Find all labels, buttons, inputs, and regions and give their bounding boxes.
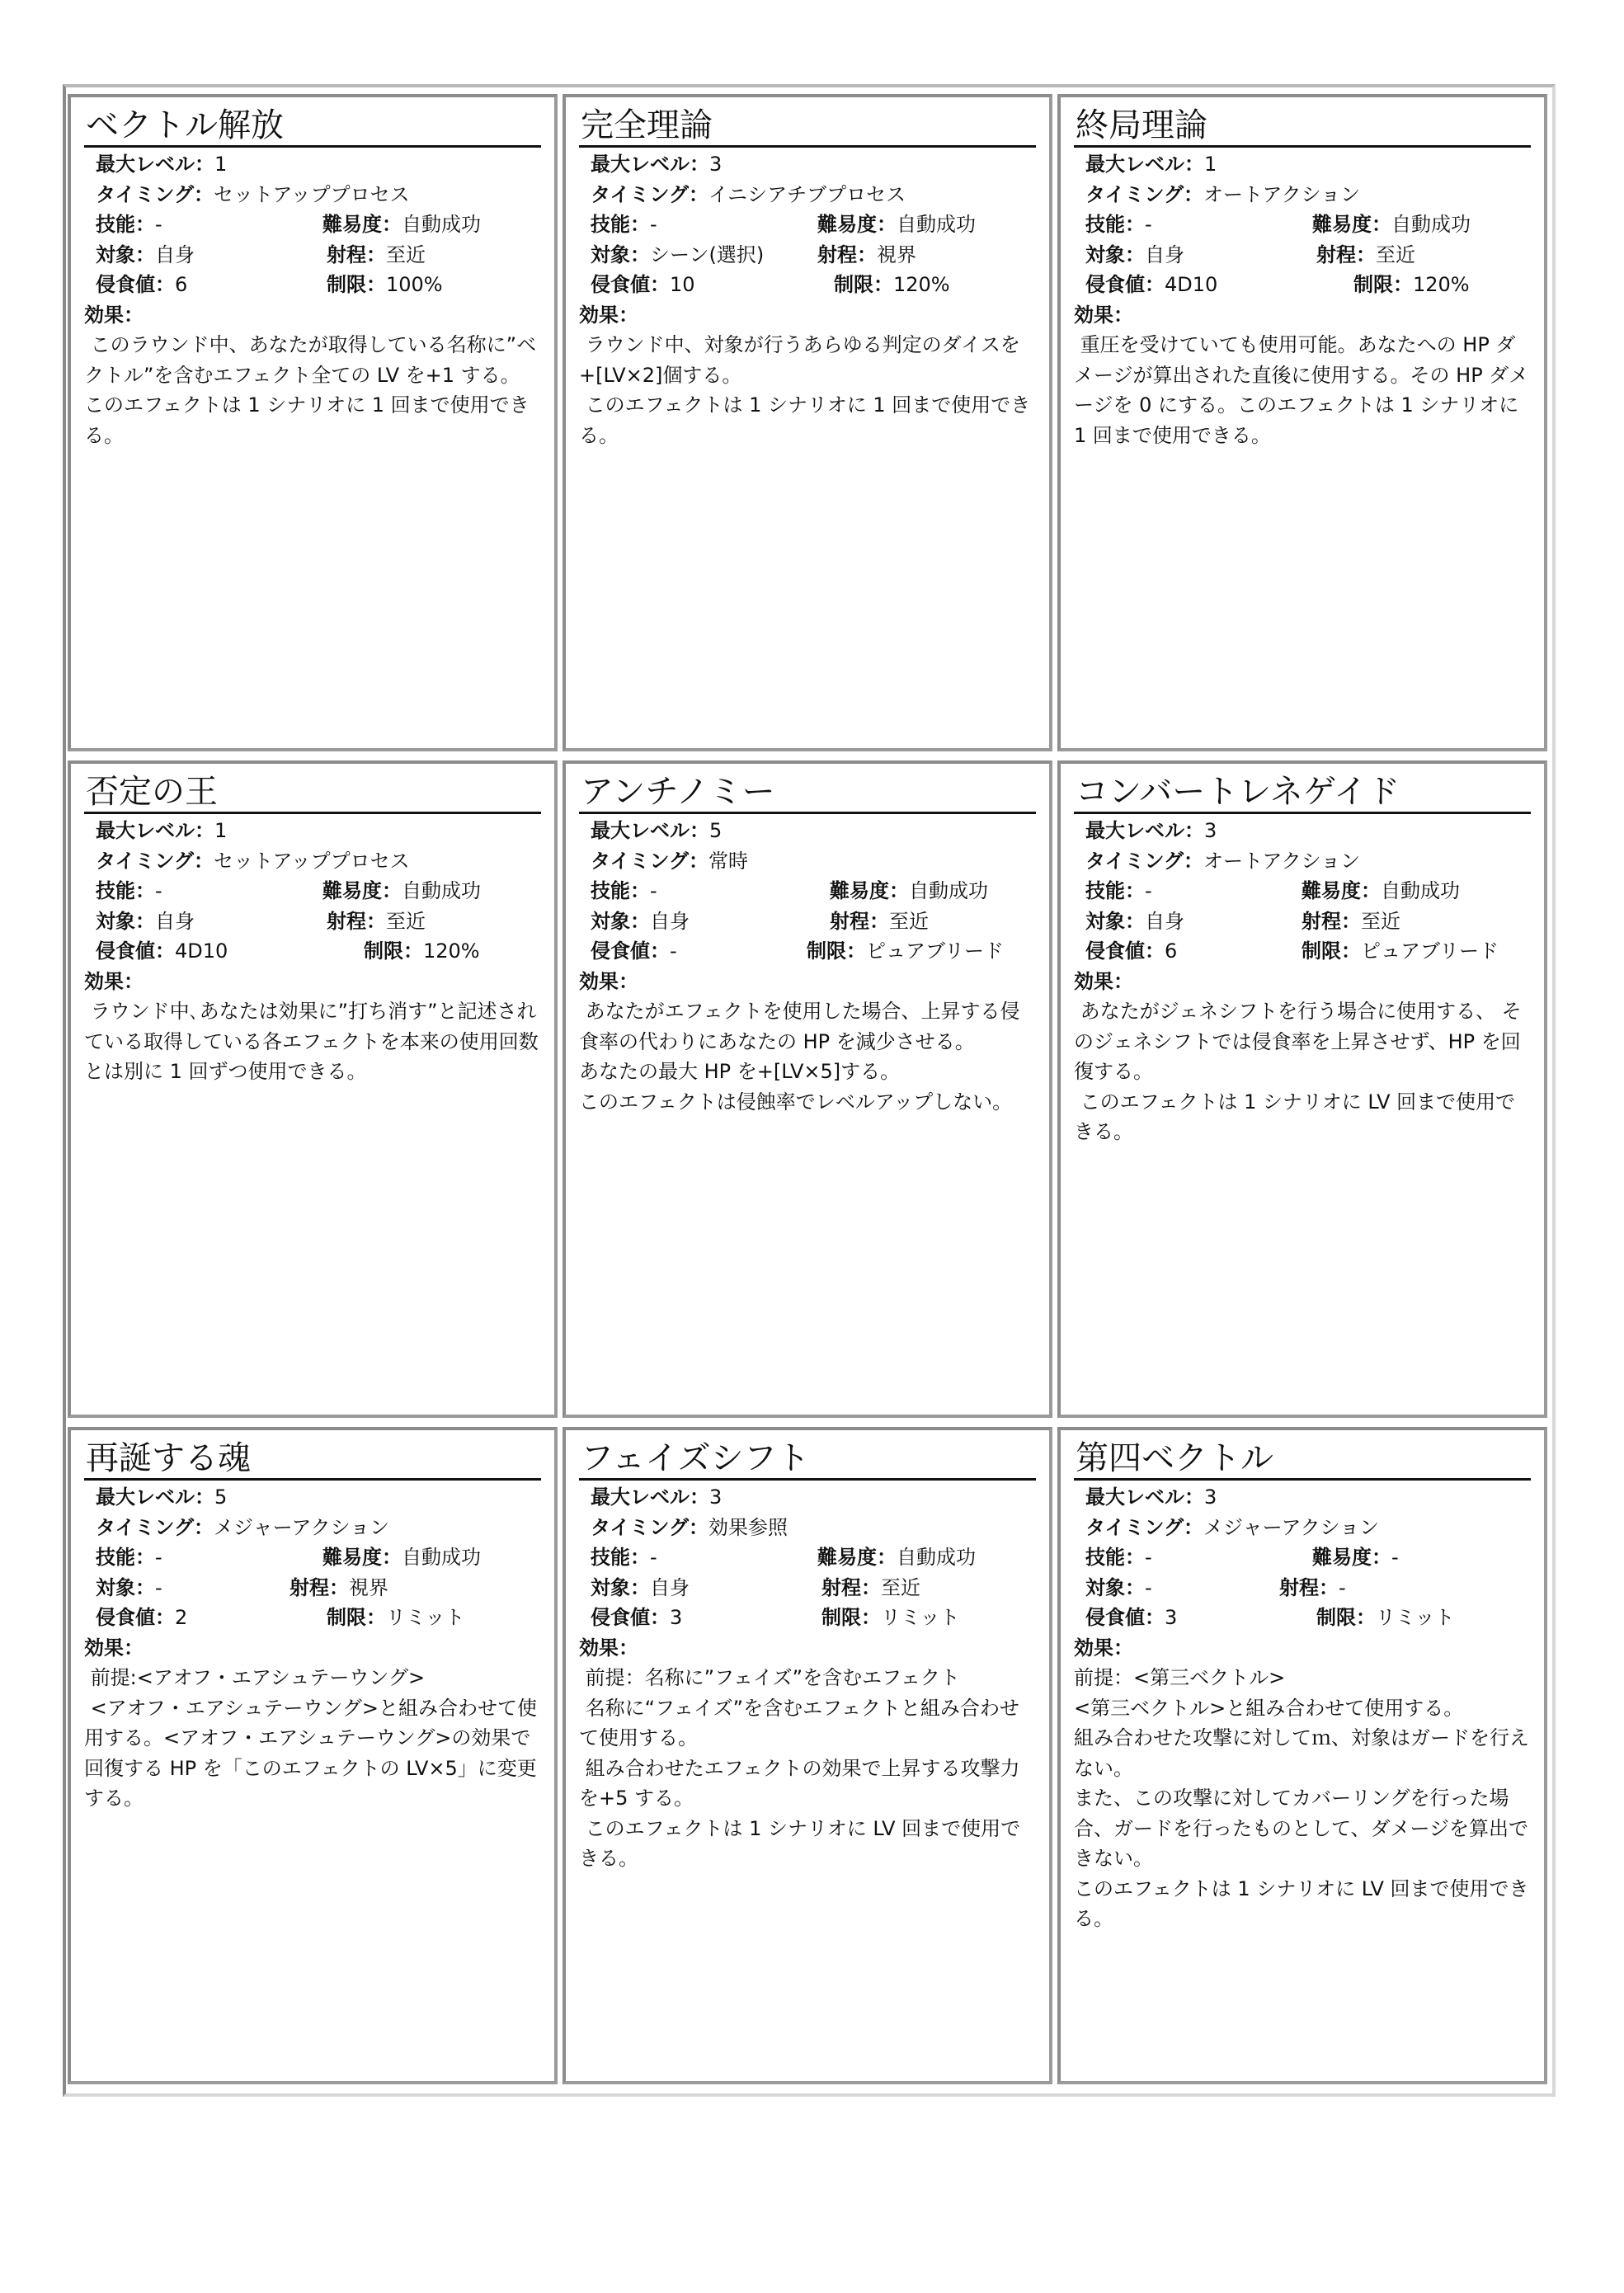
skill-value: - — [1145, 879, 1152, 902]
erosion-value: 2 — [175, 1606, 188, 1629]
effect-label: 効果： — [84, 303, 144, 327]
effect-text: 前提：名称に”フェイズ”を含むエフェクト 名称に“フェイズ”を含むエフェクトと組み合わせて使用する。 組み合わせたエフェクトの効果で上昇する攻撃力を+5 する。 このエフェクトは 1 シナリオに LV 回まで使用できる。 — [579, 1666, 1021, 1870]
target-label: 対象： — [96, 242, 155, 266]
skill-value: - — [155, 879, 162, 902]
erosion-label: 侵食値： — [1085, 939, 1165, 963]
erosion-label: 侵食値： — [96, 273, 175, 296]
limit-value: リミット — [881, 1606, 960, 1629]
effect-label: 効果： — [579, 1636, 638, 1660]
effect-text: 重圧を受けていても使用可能。あなたへの HP ダメージが算出された直後に使用する。その HP ダメージを 0 にする。このエフェクトは 1 シナリオに 1 回まで使用できる。 — [1074, 333, 1529, 447]
effect-label: 効果： — [1074, 1636, 1133, 1660]
max-level-value: 1 — [1204, 153, 1217, 176]
target-label: 対象： — [1085, 242, 1145, 266]
erosion-value: 4D10 — [175, 939, 228, 963]
max-level-label: 最大レベル： — [1085, 1486, 1204, 1509]
limit-label: 制限： — [364, 939, 423, 963]
skill-label: 技能： — [96, 1546, 155, 1569]
skill-label: 技能： — [96, 879, 155, 902]
effect-text: 前提：<第三ベクトル> <第三ベクトル>と組み合わせて使用する。 組み合わせた攻撃に対してｍ、対象はガードを行えない。 また、この攻撃に対してカバーリングを行った場合、ガードを行ったものとして、ダメージを算出できない。 このエフェクトは 1 シナリオに LV 回まで使用できる。 — [1074, 1666, 1529, 1930]
max-level-value: 5 — [214, 1486, 228, 1509]
card-title: アンチノミー — [579, 772, 1036, 814]
skill-label: 技能： — [591, 1546, 650, 1569]
timing-value: メジャーアクション — [1203, 1515, 1380, 1539]
effect-label: 効果： — [579, 303, 638, 327]
max-level-value: 3 — [1204, 819, 1217, 842]
limit-value: 120% — [1413, 273, 1470, 296]
difficulty-label: 難易度： — [817, 213, 897, 236]
difficulty-value: 自動成功 — [897, 1546, 976, 1569]
skill-label: 技能： — [591, 213, 650, 236]
limit-label: 制限： — [1316, 1606, 1376, 1629]
timing-value: セットアッププロセス — [214, 182, 410, 206]
difficulty-label: 難易度： — [817, 1546, 897, 1569]
max-level-value: 3 — [709, 1486, 723, 1509]
max-level-value: 3 — [709, 153, 723, 176]
target-value: - — [1145, 1575, 1152, 1599]
range-value: 視界 — [349, 1575, 388, 1599]
limit-label: 制限： — [1353, 273, 1413, 296]
range-label: 射程： — [289, 1575, 349, 1599]
target-value: 自身 — [1145, 909, 1184, 933]
max-level-label: 最大レベル： — [591, 1486, 709, 1509]
timing-label: タイミング： — [1085, 182, 1204, 206]
target-label: 対象： — [591, 242, 650, 266]
range-value: 至近 — [1376, 242, 1415, 266]
timing-label: タイミング： — [1085, 1515, 1204, 1539]
max-level-label: 最大レベル： — [591, 153, 709, 176]
effect-card — [1057, 94, 1547, 751]
timing-label: タイミング： — [96, 182, 214, 206]
timing-value: セットアッププロセス — [214, 849, 410, 873]
effect-card — [1057, 1427, 1547, 2084]
range-value: 至近 — [386, 242, 426, 266]
erosion-label: 侵食値： — [591, 273, 670, 296]
range-label: 射程： — [327, 242, 386, 266]
skill-label: 技能： — [591, 879, 650, 902]
card-title: 再誕する魂 — [84, 1438, 541, 1481]
timing-label: タイミング： — [591, 849, 709, 873]
timing-label: タイミング： — [591, 182, 709, 206]
target-label: 対象： — [591, 1575, 650, 1599]
skill-value: - — [155, 1546, 162, 1569]
effect-text: 前提:<アオフ・エアシュテーウング> <アオフ・エアシュテーウング>と組み合わせて使用する。<アオフ・エアシュテーウング>の効果で回復する HP を「このエフェクトの LV×5」に変更する。 — [84, 1666, 537, 1810]
limit-value: ピュアブリード — [1361, 939, 1499, 963]
card-title: 終局理論 — [1074, 106, 1531, 148]
difficulty-label: 難易度： — [322, 1546, 402, 1569]
limit-label: 制限： — [327, 273, 386, 296]
card-title: フェイズシフト — [579, 1438, 1036, 1481]
max-level-value: 1 — [214, 819, 228, 842]
card-title: 完全理論 — [579, 106, 1036, 148]
effect-text: ラウンド中､あなたは効果に”打ち消す”と記述されている取得している各エフェクトを本来の使用回数とは別に 1 回ずつ使用できる。 — [84, 1000, 539, 1083]
erosion-value: 6 — [175, 273, 188, 296]
difficulty-value: 自動成功 — [1391, 213, 1471, 236]
erosion-label: 侵食値： — [96, 1606, 175, 1629]
limit-label: 制限： — [327, 1606, 386, 1629]
max-level-label: 最大レベル： — [96, 153, 214, 176]
skill-label: 技能： — [96, 213, 155, 236]
max-level-label: 最大レベル： — [96, 819, 214, 842]
range-value: 至近 — [881, 1575, 920, 1599]
target-value: - — [155, 1575, 162, 1599]
erosion-value: 3 — [1165, 1606, 1178, 1629]
limit-label: 制限： — [821, 1606, 881, 1629]
effect-text: このラウンド中、あなたが取得している名称に”ベクトル”を含むエフェクト全ての LV を+1 する。 このエフェクトは 1 シナリオに 1 回まで使用できる。 — [84, 333, 537, 447]
difficulty-value: 自動成功 — [402, 213, 481, 236]
effect-card — [1057, 760, 1547, 1418]
effect-card — [563, 1427, 1052, 2084]
max-level-label: 最大レベル： — [591, 819, 709, 842]
effect-label: 効果： — [1074, 303, 1133, 327]
skill-value: - — [155, 213, 162, 236]
limit-value: 120% — [893, 273, 950, 296]
range-label: 射程： — [821, 1575, 881, 1599]
difficulty-value: 自動成功 — [402, 879, 481, 902]
erosion-value: 10 — [670, 273, 695, 296]
max-level-value: 1 — [214, 153, 228, 176]
effect-text: あなたがエフェクトを使用した場合、上昇する侵食率の代わりにあなたの HP を減少させる。 あなたの最大 HP を+[LV×5]する。 このエフェクトは侵蝕率でレベルアップしない。 — [579, 1000, 1020, 1114]
limit-label: 制限： — [807, 939, 866, 963]
card-title: ベクトル解放 — [84, 106, 541, 148]
skill-value: - — [650, 879, 657, 902]
difficulty-label: 難易度： — [322, 213, 402, 236]
effect-card — [563, 760, 1052, 1418]
effect-card — [563, 94, 1052, 751]
limit-value: リミット — [386, 1606, 465, 1629]
target-label: 対象： — [1085, 909, 1145, 933]
target-label: 対象： — [96, 1575, 155, 1599]
target-label: 対象： — [96, 909, 155, 933]
skill-label: 技能： — [1085, 1546, 1145, 1569]
limit-label: 制限： — [1302, 939, 1361, 963]
range-value: 視界 — [877, 242, 916, 266]
card-title: 第四ベクトル — [1074, 1438, 1531, 1481]
difficulty-value: 自動成功 — [402, 1546, 481, 1569]
limit-value: 100% — [386, 273, 443, 296]
timing-value: メジャーアクション — [214, 1515, 390, 1539]
difficulty-label: 難易度： — [322, 879, 402, 902]
effect-text: ラウンド中、対象が行うあらゆる判定のダイスを+[LV×2]個する。 このエフェクトは 1 シナリオに 1 回まで使用できる。 — [579, 333, 1031, 447]
erosion-label: 侵食値： — [1085, 273, 1165, 296]
timing-value: オートアクション — [1203, 849, 1361, 873]
limit-value: 120% — [423, 939, 480, 963]
effect-card — [68, 760, 558, 1418]
effect-card — [68, 94, 558, 751]
skill-label: 技能： — [1085, 213, 1145, 236]
limit-label: 制限： — [834, 273, 893, 296]
target-value: 自身 — [650, 1575, 690, 1599]
timing-label: タイミング： — [96, 849, 214, 873]
range-value: 至近 — [889, 909, 929, 933]
difficulty-label: 難易度： — [830, 879, 909, 902]
timing-value: オートアクション — [1203, 182, 1361, 206]
effect-label: 効果： — [1074, 969, 1133, 993]
timing-label: タイミング： — [591, 1515, 709, 1539]
difficulty-label: 難易度： — [1312, 1546, 1391, 1569]
effect-label: 効果： — [84, 1636, 144, 1660]
max-level-label: 最大レベル： — [1085, 819, 1204, 842]
range-label: 射程： — [817, 242, 877, 266]
difficulty-value: 自動成功 — [909, 879, 988, 902]
range-label: 射程： — [830, 909, 889, 933]
erosion-label: 侵食値： — [591, 1606, 670, 1629]
effect-label: 効果： — [84, 969, 144, 993]
timing-value: イニシアチブプロセス — [708, 182, 906, 206]
skill-label: 技能： — [1085, 879, 1145, 902]
target-value: シーン(選択) — [650, 242, 765, 266]
card-title: コンバートレネゲイド — [1074, 772, 1531, 814]
skill-value: - — [1145, 213, 1152, 236]
timing-label: タイミング： — [96, 1515, 214, 1539]
target-value: 自身 — [155, 242, 195, 266]
erosion-value: 3 — [670, 1606, 683, 1629]
range-label: 射程： — [1316, 242, 1376, 266]
erosion-value: 4D10 — [1165, 273, 1218, 296]
difficulty-value: 自動成功 — [897, 213, 976, 236]
limit-value: リミット — [1376, 1606, 1455, 1629]
effect-card — [68, 1427, 558, 2084]
effect-label: 効果： — [579, 969, 638, 993]
skill-value: - — [1145, 1546, 1152, 1569]
range-label: 射程： — [327, 909, 386, 933]
skill-value: - — [650, 213, 657, 236]
skill-value: - — [650, 1546, 657, 1569]
range-value: 至近 — [1361, 909, 1400, 933]
timing-value: 常時 — [708, 849, 749, 873]
erosion-value: 6 — [1165, 939, 1178, 963]
target-label: 対象： — [591, 909, 650, 933]
card-sheet — [63, 84, 1556, 2097]
erosion-label: 侵食値： — [1085, 1606, 1165, 1629]
effect-text: あなたがジェネシフトを行う場合に使用する、 そのジェネシフトでは侵食率を上昇させず、HP を回復する。 このエフェクトは 1 シナリオに LV 回まで使用できる。 — [1074, 1000, 1522, 1143]
target-value: 自身 — [1145, 242, 1184, 266]
target-value: 自身 — [155, 909, 195, 933]
difficulty-value: - — [1391, 1546, 1399, 1569]
range-value: - — [1339, 1575, 1346, 1599]
difficulty-label: 難易度： — [1312, 213, 1391, 236]
max-level-label: 最大レベル： — [96, 1486, 214, 1509]
card-title: 否定の王 — [84, 772, 541, 814]
target-label: 対象： — [1085, 1575, 1145, 1599]
max-level-label: 最大レベル： — [1085, 153, 1204, 176]
limit-value: ピュアブリード — [866, 939, 1005, 963]
timing-label: タイミング： — [1085, 849, 1204, 873]
difficulty-label: 難易度： — [1302, 879, 1381, 902]
difficulty-value: 自動成功 — [1381, 879, 1460, 902]
erosion-label: 侵食値： — [96, 939, 175, 963]
range-label: 射程： — [1302, 909, 1361, 933]
max-level-value: 5 — [709, 819, 723, 842]
max-level-value: 3 — [1204, 1486, 1217, 1509]
erosion-value: - — [670, 939, 677, 963]
erosion-label: 侵食値： — [591, 939, 670, 963]
target-value: 自身 — [650, 909, 690, 933]
range-value: 至近 — [386, 909, 426, 933]
range-label: 射程： — [1279, 1575, 1339, 1599]
timing-value: 効果参照 — [708, 1515, 788, 1539]
